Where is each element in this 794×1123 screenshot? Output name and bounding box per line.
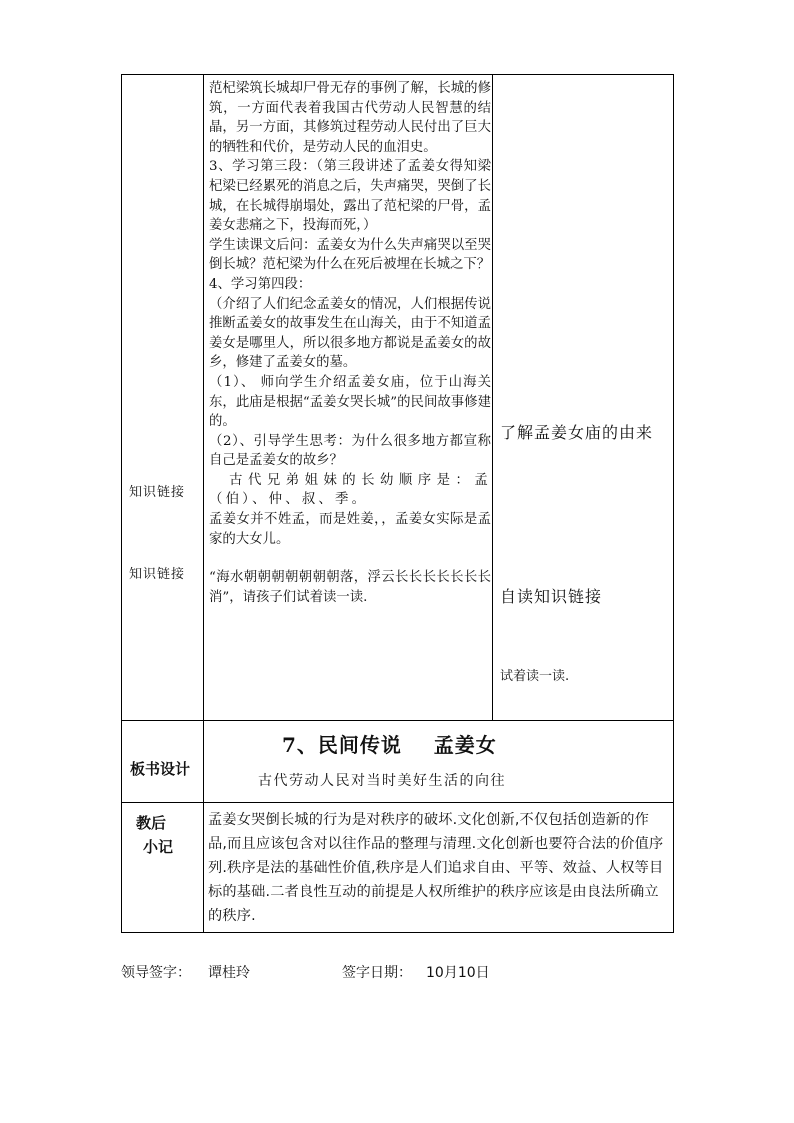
paragraph-surname: 孟姜女并不姓孟，而是姓姜，，孟姜女实际是孟家的大女儿。: [209, 512, 491, 547]
lesson-content: [209, 79, 491, 607]
side-note-try-read: 试着读一读.: [500, 669, 570, 684]
paragraph-great-wall: 范杞梁筑长城却尸骨无存的事例了解，长城的修筑，一方面代表着我国古代劳动人民智慧的结晶，另一方面，其修筑过程劳动人民付出了巨大的牺牲和代价，是劳动人民的血泪史。: [209, 81, 491, 155]
paragraph-sibling-order: 古代兄弟姐妹的长幼顺序是：孟（伯）、仲、叔、季。: [209, 472, 491, 508]
side-note-self-read: 自读知识链接: [500, 587, 603, 606]
board-title: 7、民间传说 孟姜女: [282, 733, 497, 757]
notes-cell: [493, 75, 674, 721]
reflection-text: 孟姜女哭倒长城的行为是对秩序的破坏.文化创新,不仅包括创造新的作品,而且应该包含对以往作品的整理与清理.文化创新也要符合法的价值序列.秩序是法的基础性价值,秩序是人们追求自由、平等、效益、人权等目标的基础.二者良性互动的前提是人权所维护的秩序应该是由良法所确立的秩序.: [208, 812, 664, 924]
paragraph-section-4: 4、学习第四段：: [209, 276, 312, 292]
section-label-knowledge-link-2: 知识链接: [129, 567, 186, 582]
section-label-knowledge-link: 知识链接: [129, 485, 186, 500]
signature-date-value: 10月10日: [426, 965, 490, 981]
leader-signature-label: 领导签字：: [121, 965, 191, 981]
reflection-label-line1: 教后: [136, 814, 167, 832]
label-cell: [122, 75, 204, 721]
board-subtitle: 古代劳动人民对当时美好生活的向往: [258, 773, 506, 789]
paragraph-question: 学生读课文后问：孟姜女为什么失声痛哭以至哭倒长城？范杞梁为什么在死后被埋在长城之下？: [209, 237, 491, 273]
leader-signature-name: 谭桂玲: [208, 965, 250, 981]
paragraph-memorial: （介绍了人们纪念孟姜女的情况，人们根据传说推断孟姜女的故事发生在山海关，由于不知道孟姜女是哪里人，所以很多地方都说是孟姜女的故乡，修建了孟姜女的墓。: [209, 296, 491, 371]
paragraph-section-3: 3、学习第三段：（第三段讲述了孟姜女得知梁杞梁已经累死的消息之后，失声痛哭，哭倒了长城，在长城得崩塌处，露出了范杞梁的尸骨，孟姜女悲痛之下，投海而死，）: [209, 159, 491, 234]
board-design-label: 板书设计: [130, 760, 191, 778]
paragraph-couplet: “海水朝朝朝朝朝朝朝落，浮云长长长长长长长消”，请孩子们试着读一读.: [209, 570, 491, 605]
signature-date-label: 签字日期：: [342, 965, 412, 981]
side-note-temple: 了解孟姜女庙的由来: [500, 423, 654, 442]
paragraph-temple: （1）、 师向学生介绍孟姜女庙，位于山海关东，此庙是根据“孟姜女哭长城”的民间故事修建的。: [209, 374, 491, 430]
reflection-label-line2: 小记: [143, 838, 174, 856]
paragraph-hometown: （2）、引导学生思考：为什么很多地方都宣称自己是孟姜女的故乡？: [209, 433, 491, 469]
